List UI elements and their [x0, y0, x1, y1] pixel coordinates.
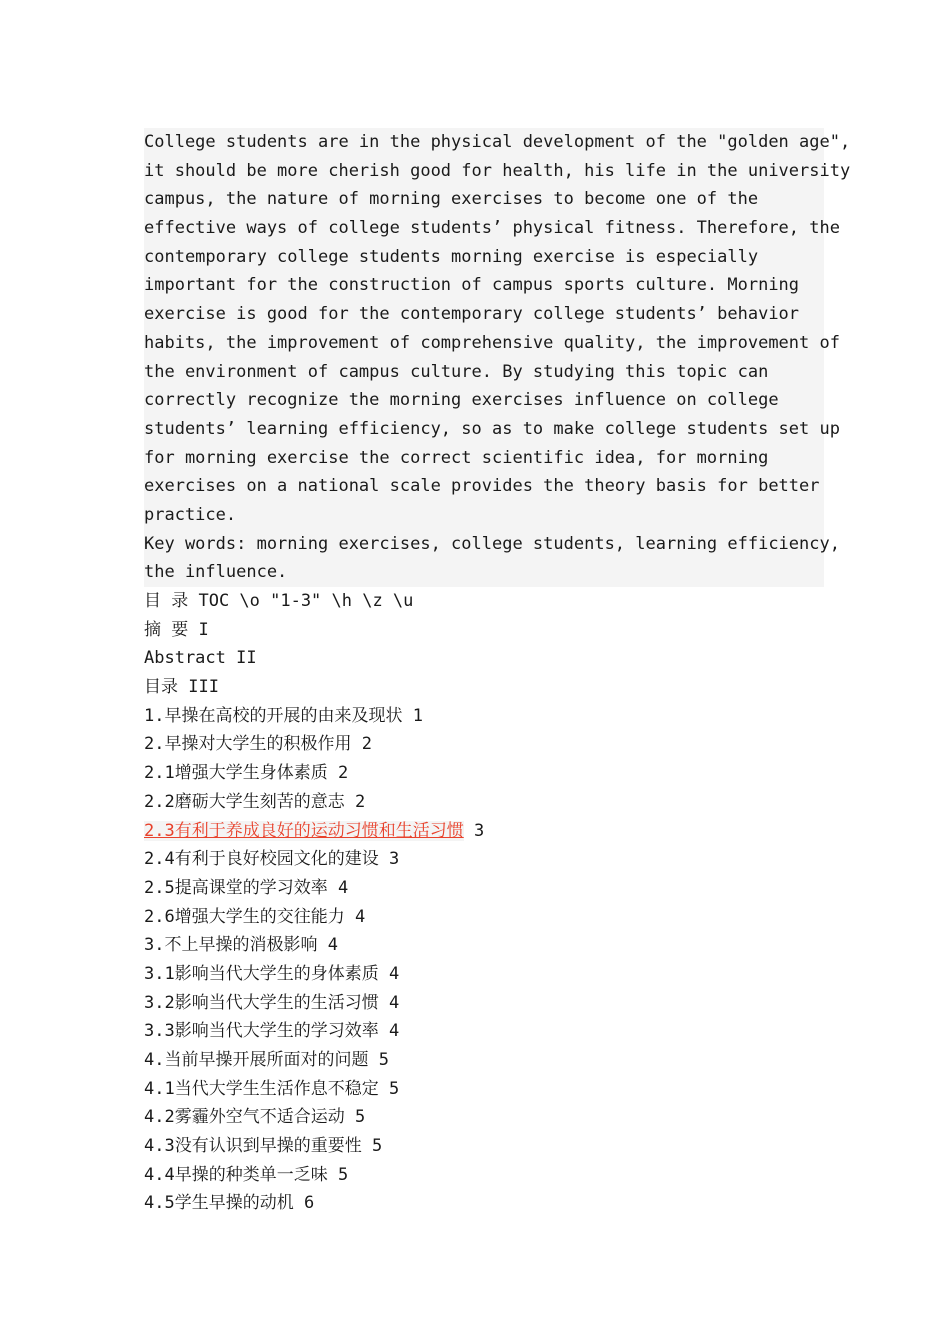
abstract-line: habits, the improvement of comprehensive quality, the improvement of	[144, 329, 824, 358]
toc-entry-title: 4.2雾霾外空气不适合运动	[144, 1107, 345, 1128]
toc-entry-page: 4	[327, 935, 338, 956]
toc-entry-separator	[379, 1021, 389, 1041]
toc-entry-title: 2.5提高课堂的学习效率	[144, 877, 328, 898]
toc-entry-page: III	[188, 677, 219, 698]
toc-entry-separator	[328, 1165, 338, 1185]
toc-entry-title: 2.2磨砺大学生刻苦的意志	[144, 791, 345, 812]
toc-entry-title: 2.4有利于良好校园文化的建设	[144, 849, 379, 870]
toc-entry-title: 目录	[144, 677, 178, 698]
toc-entry-title: 4.1当代大学生生活作息不稳定	[144, 1078, 379, 1099]
toc-entry[interactable]	[144, 759, 824, 788]
toc-entry[interactable]	[144, 931, 824, 960]
toc-entry-page: 5	[337, 1164, 349, 1185]
toc-entry-separator	[178, 677, 188, 697]
toc-entry-title: 4.4早操的种类单一乏味	[144, 1164, 328, 1185]
toc-entry-title: 3.1影响当代大学生的身体素质	[144, 963, 379, 984]
toc-entry-separator	[345, 907, 355, 927]
toc-entry-title: Abstract	[144, 648, 226, 669]
abstract-line: practice.	[144, 501, 824, 530]
toc-entry[interactable]	[144, 1161, 824, 1190]
toc-entry-separator	[226, 648, 236, 668]
toc-entry-separator	[328, 763, 338, 783]
toc-entry[interactable]	[144, 845, 824, 874]
toc-entry-page: 2	[361, 734, 372, 755]
abstract-line: exercise is good for the contemporary college students’ behavior	[144, 300, 824, 329]
abstract-line: students’ learning efficiency, so as to make college students set up	[144, 415, 824, 444]
toc-entry-separator	[379, 993, 389, 1013]
toc-entry-title: 4.3没有认识到早操的重要性	[144, 1136, 362, 1157]
toc-entry-page: 1	[412, 705, 423, 726]
toc-entry-page: 5	[354, 1107, 366, 1128]
toc-entry[interactable]	[144, 1132, 824, 1161]
abstract-line: it should be more cherish good for health, his life in the university	[144, 157, 824, 186]
toc-entry[interactable]	[144, 1189, 824, 1218]
toc-entry-separator	[351, 734, 361, 754]
abstract-line: correctly recognize the morning exercises influence on college	[144, 386, 824, 415]
toc-entry[interactable]	[144, 644, 824, 673]
abstract-paragraph	[144, 128, 851, 530]
toc-entry-separator	[328, 878, 338, 898]
toc-entry-page: 4	[388, 1021, 400, 1042]
toc-entry-title: 摘 要	[144, 619, 189, 640]
abstract-line: exercises on a national scale provides the theory basis for better	[144, 472, 824, 501]
toc-entry-separator	[464, 821, 474, 841]
toc-entry-page: 4	[388, 963, 400, 984]
document-page	[144, 128, 851, 1218]
toc-entry-title: 3.2影响当代大学生的生活习惯	[144, 992, 379, 1013]
toc-entry[interactable]	[144, 960, 824, 989]
toc-entry-page: 2	[354, 791, 366, 812]
toc-entry-page: 5	[388, 1078, 400, 1099]
toc-entry-page: 5	[378, 1050, 389, 1070]
toc-entry-title: 2.1增强大学生身体素质	[144, 763, 328, 784]
toc-entry[interactable]	[144, 1075, 824, 1104]
abstract-line: campus, the nature of morning exercises to become one of the	[144, 185, 824, 214]
toc-entry-separator	[362, 1136, 372, 1156]
toc-entry-separator	[379, 1079, 389, 1099]
abstract-line: College students are in the physical development of the "golden age",	[144, 128, 824, 157]
toc-entry-separator	[317, 935, 327, 955]
toc-entry[interactable]	[144, 1046, 824, 1075]
toc-entry-title[interactable]: 2.3有利于养成良好的运动习惯和生活习惯	[144, 820, 464, 841]
table-of-contents	[144, 616, 824, 1218]
toc-entry-page: 4	[388, 992, 400, 1013]
toc-field-code: 目 录 TOC \o "1-3" \h \z \u	[144, 591, 414, 611]
toc-entry-title: 2.6增强大学生的交往能力	[144, 906, 345, 927]
toc-entry-separator	[345, 1107, 355, 1127]
toc-entry-title: 1.早操在高校的开展的由来及现状	[144, 705, 403, 726]
toc-entry-separator	[379, 964, 389, 984]
toc-entry[interactable]	[144, 788, 824, 817]
toc-entry-title: 4.5学生早操的动机	[144, 1193, 294, 1214]
toc-entry-separator	[188, 620, 198, 640]
toc-entry-page: II	[236, 648, 257, 669]
abstract-line: for morning exercise the correct scientific idea, for morning	[144, 444, 824, 473]
toc-entry-page: 2	[337, 763, 349, 784]
toc-entry[interactable]	[144, 989, 824, 1018]
toc-entry[interactable]	[144, 817, 824, 846]
toc-entry-page: 4	[354, 906, 366, 927]
toc-entry[interactable]	[144, 616, 824, 645]
toc-entry-separator	[294, 1193, 304, 1213]
abstract-line: effective ways of college students’ physical fitness. Therefore, the	[144, 214, 824, 243]
toc-entry-title: 4.当前早操开展所面对的问题	[144, 1050, 369, 1070]
toc-entry-page: 4	[337, 877, 349, 898]
toc-entry[interactable]	[144, 903, 824, 932]
toc-entry-page: 6	[303, 1193, 315, 1214]
keywords-line: Key words: morning exercises, college students, learning efficiency,	[144, 530, 824, 559]
toc-entry-title: 3.不上早操的消极影响	[144, 935, 318, 956]
toc-entry-separator	[368, 1050, 378, 1070]
toc-entry[interactable]	[144, 1017, 824, 1046]
toc-entry-separator	[402, 706, 412, 726]
toc-entry[interactable]	[144, 1103, 824, 1132]
toc-entry[interactable]	[144, 874, 824, 903]
toc-entry[interactable]	[144, 702, 824, 731]
toc-entry-page: 5	[371, 1136, 383, 1157]
abstract-line: the environment of campus culture. By studying this topic can	[144, 358, 824, 387]
toc-entry-page: I	[198, 619, 209, 640]
toc-entry-separator	[379, 849, 389, 869]
toc-entry-page: 3	[473, 820, 485, 841]
toc-entry-title: 3.3影响当代大学生的学习效率	[144, 1021, 379, 1042]
keywords-line: the influence.	[144, 558, 824, 587]
toc-entry[interactable]	[144, 730, 824, 759]
abstract-line: contemporary college students morning exercise is especially	[144, 243, 824, 272]
toc-entry-separator	[345, 792, 355, 812]
abstract-line: important for the construction of campus sports culture. Morning	[144, 271, 824, 300]
toc-entry[interactable]	[144, 673, 824, 702]
toc-entry-page: 3	[388, 849, 400, 870]
keywords-paragraph	[144, 530, 840, 587]
toc-entry-title: 2.早操对大学生的积极作用	[144, 734, 352, 755]
